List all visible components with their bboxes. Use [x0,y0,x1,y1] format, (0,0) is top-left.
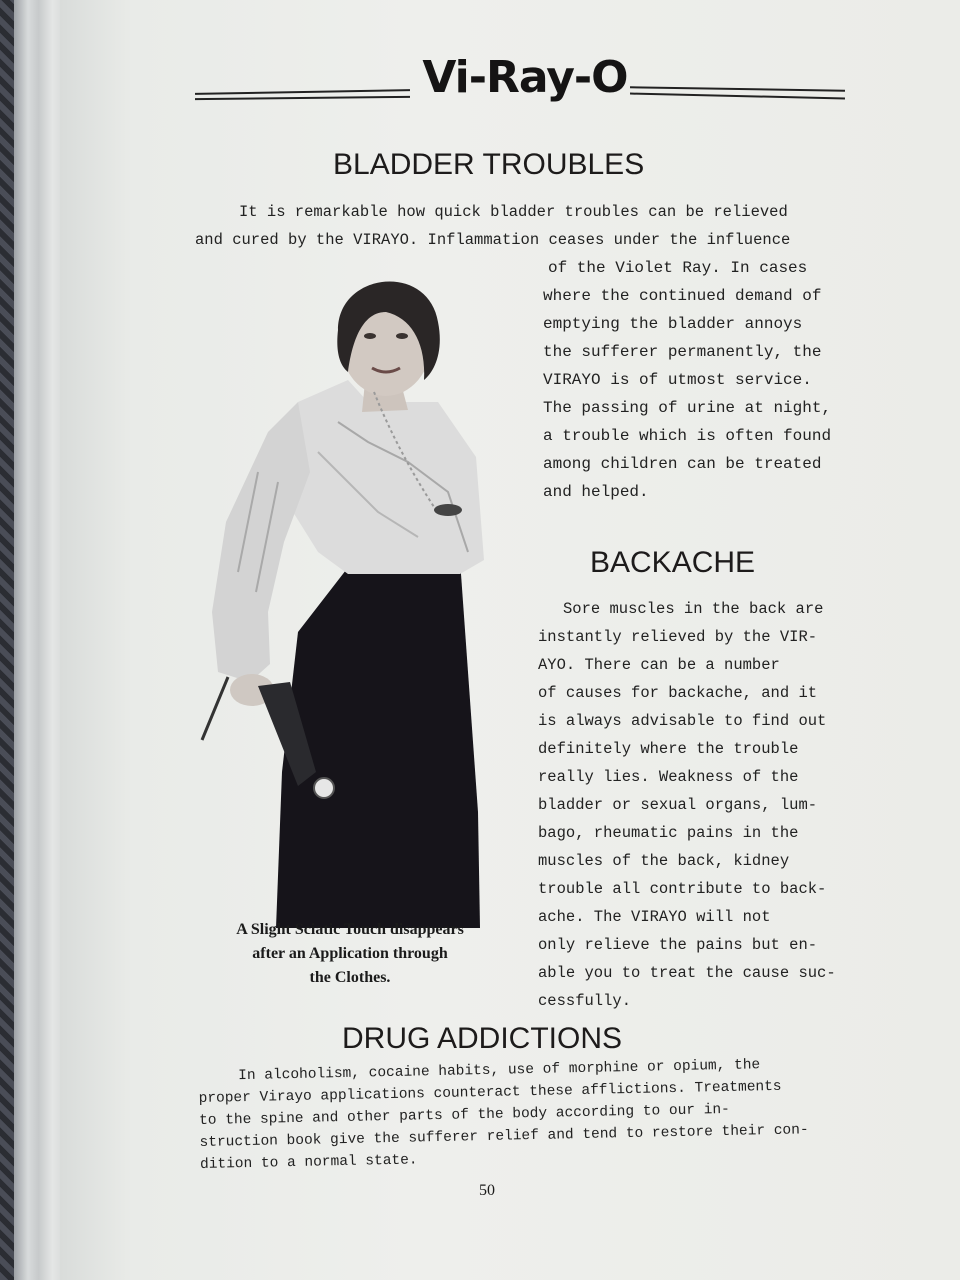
backache-heading: BACKACHE [590,546,756,579]
backache-line-5: is always advisable to find out [538,712,827,730]
backache-line-15: cessfully. [538,992,632,1010]
bladder-line-2: and cured by the VIRAYO. Inflammation ceases under the influence [195,231,791,249]
backache-line-9: bago, rheumatic pains in the [538,824,799,842]
bladder-line-5: emptying the bladder annoys [543,315,803,333]
backache-line-2: instantly relieved by the VIR- [538,628,818,646]
backache-line-13: only relieve the pains but en- [538,936,818,954]
backache-line-3: AYO. There can be a number [538,656,780,674]
backache-line-4: of causes for backache, and it [538,684,818,702]
drugs-line-2: proper Virayo applications counteract these afflictions. Treatments [198,1078,782,1107]
backache-line-11: trouble all contribute to back- [538,880,827,898]
bladder-line-9: a trouble which is often found [543,427,832,445]
bladder-line-4: where the continued demand of [543,287,822,305]
bladder-line-3: of the Violet Ray. In cases [548,259,808,277]
woman-with-violet-ray-photo [198,252,498,932]
drugs-line-3: to the spine and other parts of the body according to our in- [198,1101,730,1129]
backache-paragraph [538,595,838,1015]
backache-line-1: Sore muscles in the back are [563,600,824,618]
bladder-troubles-heading: BLADDER TROUBLES [333,148,645,181]
bladder-line-1: It is remarkable how quick bladder troubles can be relieved [239,203,788,221]
caption-line-3: the Clothes. [309,969,391,986]
bladder-line-10: among children can be treated [543,455,822,473]
backache-line-10: muscles of the back, kidney [538,852,790,870]
drug-addictions-heading: DRUG ADDICTIONS [342,1022,623,1055]
caption-line-1: A Slight Sciatic Touch disappears [236,921,464,938]
bladder-column-paragraph [543,254,843,506]
bladder-line-6: the sufferer permanently, the [543,343,822,361]
drugs-line-1: In alcoholism, cocaine habits, use of morphine or opium, the [238,1057,761,1085]
virayo-logo: Vi-Ray-O [422,52,628,103]
bladder-line-11: and helped. [543,483,649,501]
page-number: 50 [479,1182,495,1199]
backache-line-6: definitely where the trouble [538,740,799,758]
bladder-line-7: VIRAYO is of utmost service. [543,371,812,389]
caption-line-2: after an Application through [252,945,448,962]
drug-addictions-paragraph [198,1053,820,1176]
bladder-line-8: The passing of urine at night, [543,399,832,417]
bladder-intro-paragraph [195,198,845,254]
photo-caption [190,918,510,990]
backache-line-8: bladder or sexual organs, lum- [538,796,818,814]
backache-line-12: ache. The VIRAYO will not [538,908,771,926]
backache-line-14: able you to treat the cause suc- [538,964,836,982]
drugs-line-4: struction book give the sufferer relief and tend to restore their con- [199,1122,809,1151]
drugs-line-5: dition to a normal state. [199,1152,418,1173]
backache-line-7: really lies. Weakness of the [538,768,799,786]
